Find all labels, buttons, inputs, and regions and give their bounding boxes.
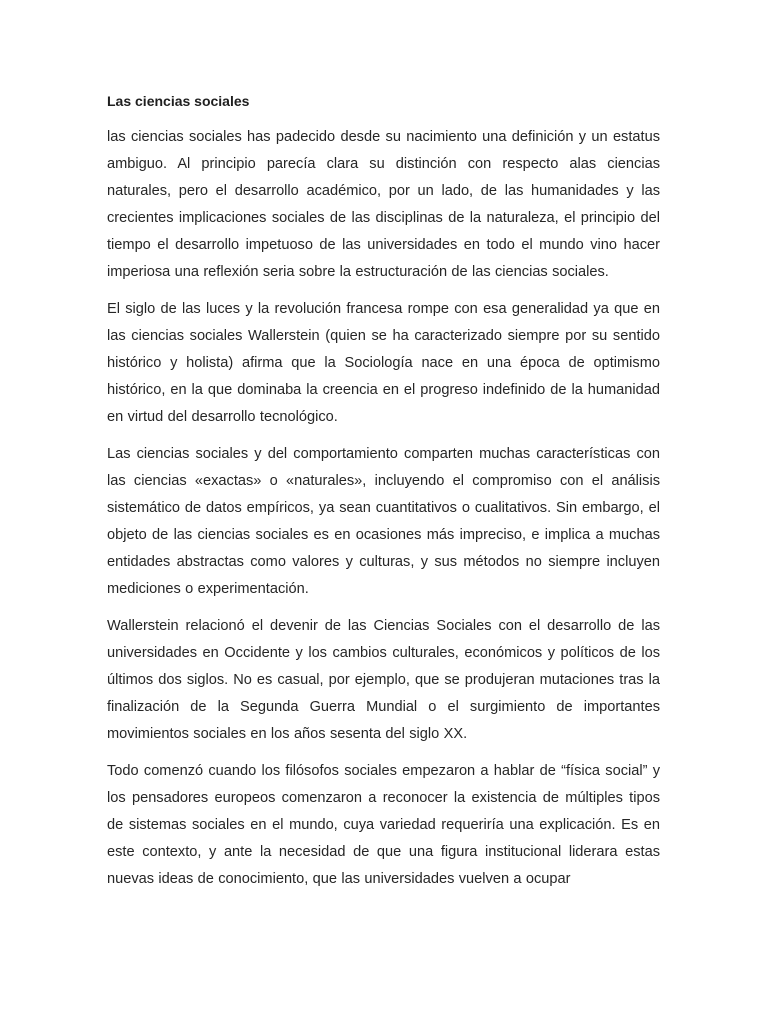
paragraph-5: Todo comenzó cuando los filósofos sociales empezaron a hablar de “física social” y los pensadores europeos comenzaron a reconocer la existencia de múltiples tipos de sistemas sociales en el mundo, cuya variedad requeriría una explicación. Es en este contexto, y ante la necesidad de que una figura institucional liderara estas nuevas ideas de conocimiento, que las universidades vuelven a ocupar [107, 763, 660, 887]
paragraph-3: Las ciencias sociales y del comportamiento comparten muchas características con las ciencias «exactas» o «naturales», incluyendo el compromiso con el análisis sistemático de datos empíricos, ya sean cuantitativos o cualitativos. Sin embargo, el objeto de las ciencias sociales es en ocasiones más impreciso, e implica a muchas entidades abstractas como valores y culturas, y sus métodos no siempre incluyen mediciones o experimentación. [107, 446, 660, 597]
document-page [107, 88, 660, 903]
document-title: Las ciencias sociales [107, 93, 250, 109]
paragraph-1: las ciencias sociales has padecido desde su nacimiento una definición y un estatus ambiguo. Al principio parecía clara su distinción con respecto alas ciencias naturales, pero el desarrollo académico, por un lado, de las humanidades y las crecientes implicaciones sociales de las disciplinas de la naturaleza, el principio del tiempo el desarrollo impetuoso de las universidades en todo el mundo vino hacer imperiosa una reflexión seria sobre la estructuración de las ciencias sociales. [107, 129, 660, 280]
paragraph-2: El siglo de las luces y la revolución francesa rompe con esa generalidad ya que en las ciencias sociales Wallerstein (quien se ha caracterizado siempre por su sentido histórico y holista) afirma que la Sociología nace en una época de optimismo histórico, en la que dominaba la creencia en el progreso indefinido de la humanidad en virtud del desarrollo tecnológico. [107, 301, 660, 425]
paragraph-4: Wallerstein relacionó el devenir de las Ciencias Sociales con el desarrollo de las universidades en Occidente y los cambios culturales, económicos y políticos de los últimos dos siglos. No es casual, por ejemplo, que se produjeran mutaciones tras la finalización de la Segunda Guerra Mundial o el surgimiento de importantes movimientos sociales en los años sesenta del siglo XX. [107, 618, 660, 742]
